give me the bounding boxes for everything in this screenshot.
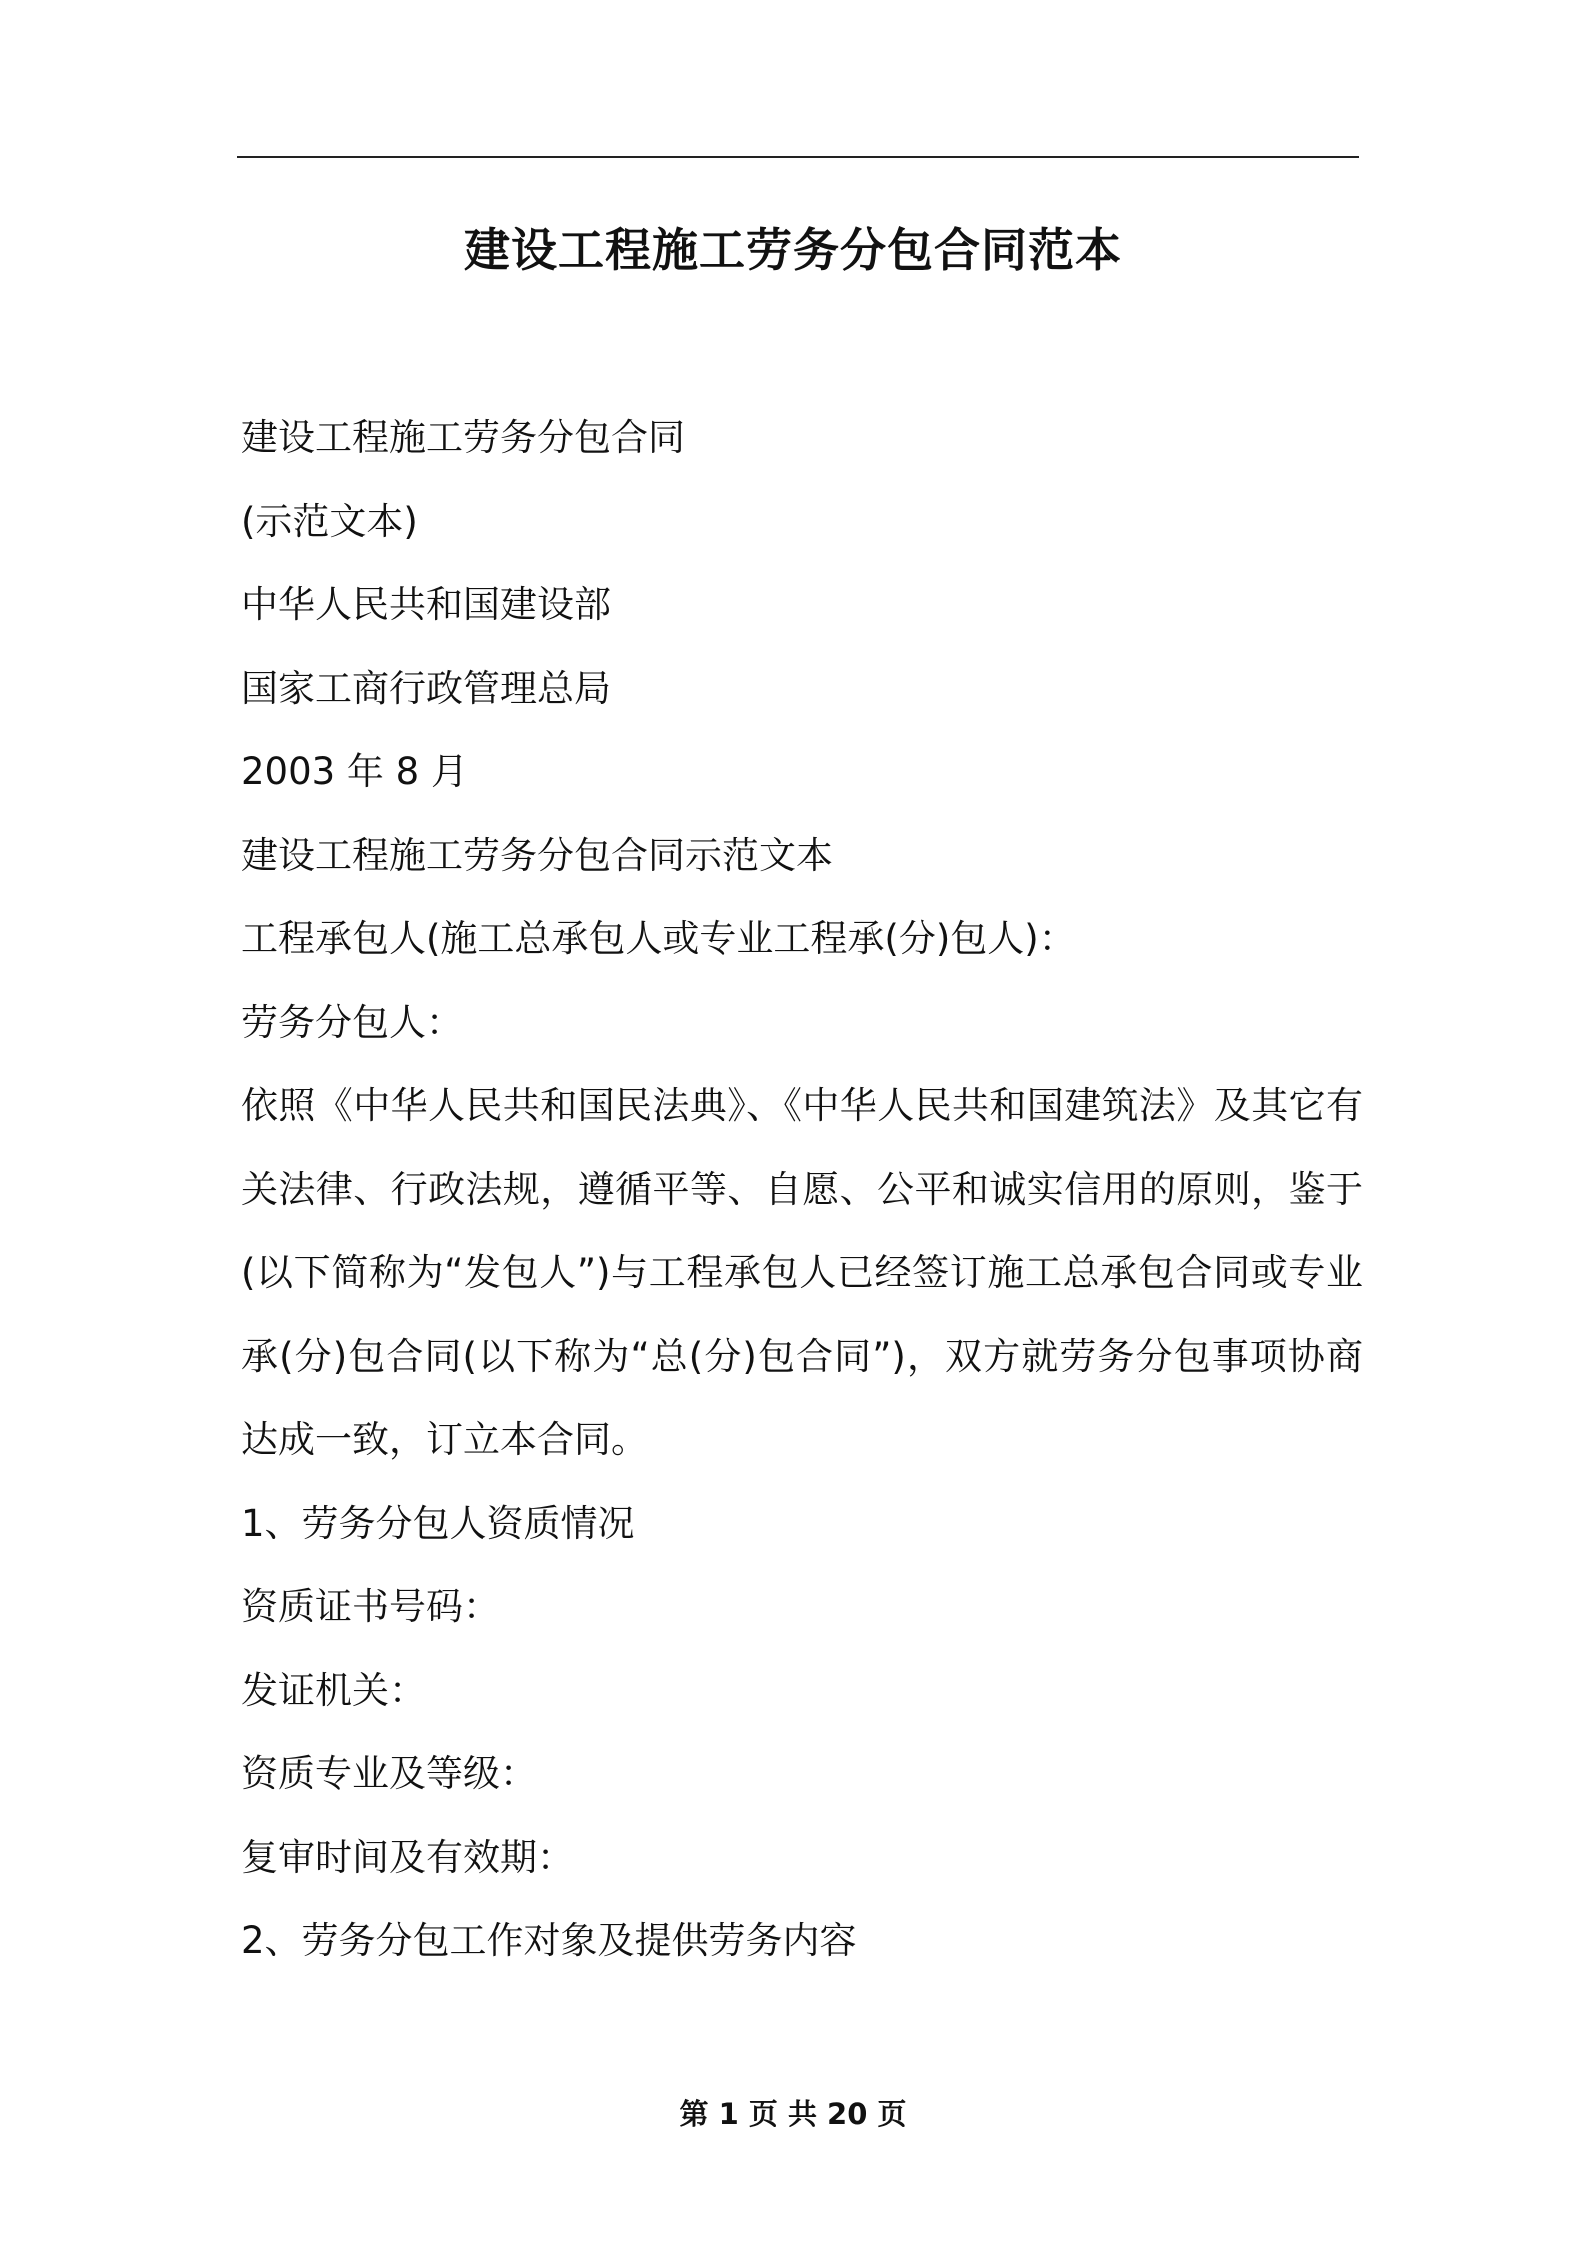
page-number: 第 1 页 共 20 页 xyxy=(679,2097,907,2131)
contract-name: 建设工程施工劳务分包合同 xyxy=(241,416,685,459)
qualification-grade-field: 资质专业及等级： xyxy=(241,1752,537,1795)
review-validity-field: 复审时间及有效期： xyxy=(241,1835,574,1879)
model-text-note: (示范文本) xyxy=(241,499,418,543)
document-title: 建设工程施工劳务分包合同范本 xyxy=(464,223,1122,277)
model-text-title: 建设工程施工劳务分包合同示范文本 xyxy=(241,833,833,877)
issue-date: 2003 年 8 月 xyxy=(241,750,468,793)
subcontractor-field: 劳务分包人： xyxy=(241,1000,463,1044)
contractor-field: 工程承包人(施工总承包人或专业工程承(分)包人)： xyxy=(241,917,1076,960)
section-2-heading: 2、劳务分包工作对象及提供劳务内容 xyxy=(241,1919,857,1962)
issuing-authority-field: 发证机关： xyxy=(241,1668,426,1712)
issuer-administration: 国家工商行政管理总局 xyxy=(241,666,611,710)
preamble-paragraph: 依照《中华人民共和国民法典》、《中华人民共和国建筑法》及其它有关法律、行政法规，遵循平等、自愿、公平和诚实信用的原则，鉴于(以下简称为“发包人”)与工程承包人已经签订施工总承包合同或专业承(分)包合同(以下称为“总(分)包合同”)，双方就劳务分包事项协商达成一致，订立本合同。 xyxy=(241,1084,1363,1461)
section-1-heading: 1、劳务分包人资质情况 xyxy=(241,1501,635,1545)
certificate-number-field: 资质证书号码： xyxy=(241,1585,500,1628)
issuer-ministry: 中华人民共和国建设部 xyxy=(241,583,611,626)
document-body xyxy=(241,396,1363,1983)
header-rule xyxy=(237,156,1359,158)
